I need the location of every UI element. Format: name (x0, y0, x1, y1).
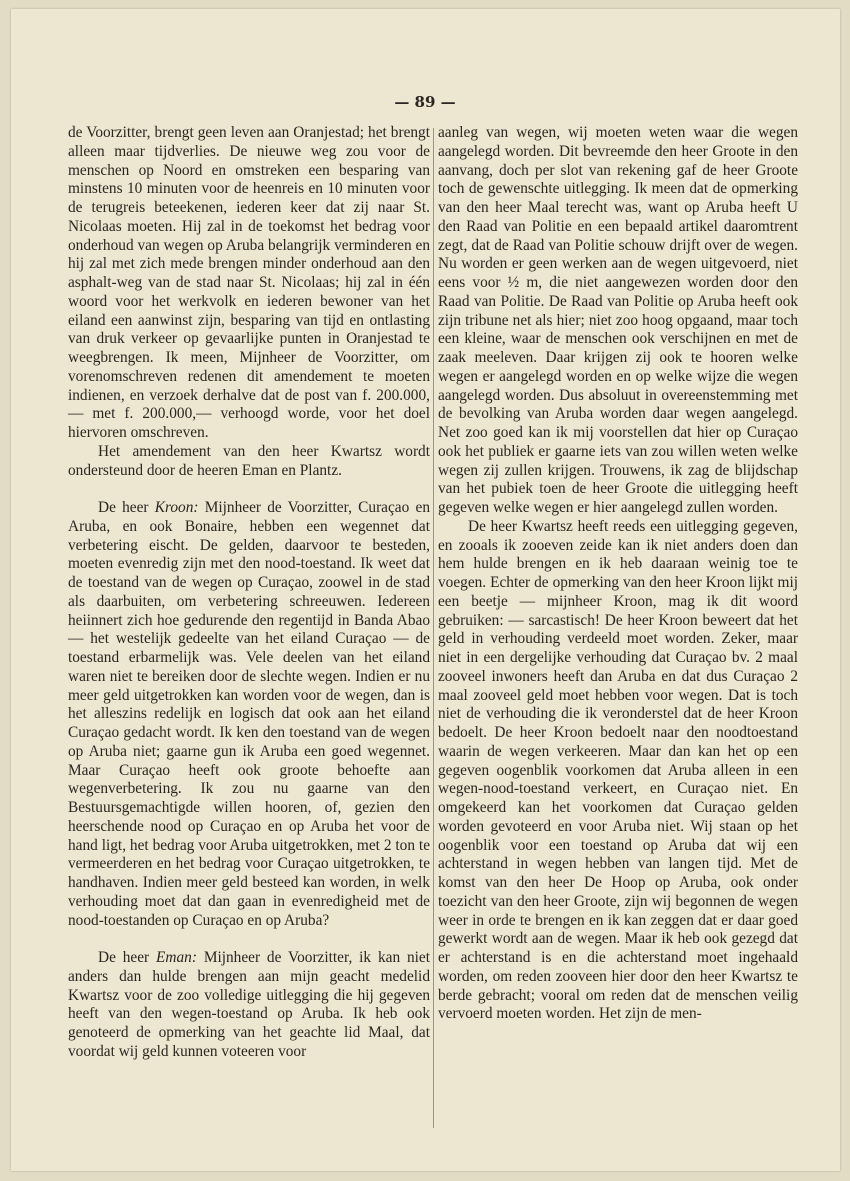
paragraph-kwartsz-amendment: de Voorzitter, brengt geen leven aan Oranjestad; het brengt alleen maar tijdverlies. De nieuwe weg zou voor de menschen op Noord en omstreken een besparing van minstens 10 minuten voor de heenreis en 10 minuten voor de terugreis beteekenen, iederen keer dat zij naar St. Nicolaas moeten. Hij zal in de toekomst het bedrag voor onderhoud van wegen op Aruba belangrijk verminderen en hij zal met zich mede brengen minder onderhoud aan den asphalt-weg van de stad naar St. Nicolaas; hij zal in één woord voor het werkvolk en iederen bewoner van het eiland een aanwinst zijn, besparing van tijd en ontlasting van druk verkeer op gevaarlijke punten in Oranjestad te weegbrengen. Ik meen, Mijnheer de Voorzitter, om vorenomschreven redenen dit amendement te moeten indienen, en verzoek derhalve dat de post van f. 200.000,— met f. 200.000,— verhoogd worde, voor het doel hiervoren omschreven. (68, 124, 430, 441)
paragraph-eman-speech (68, 949, 430, 1062)
page-number: — 89 — (394, 93, 456, 111)
speech-lead: De heer (98, 949, 157, 966)
speech-lead: De heer (98, 499, 155, 516)
paragraph-eman-kwartsz-reply: De heer Kwartsz heeft reeds een uitlegging gegeven, en zooals ik zooeven zeide kan ik niet anders doen dan hem hulde brengen en ik heb daaraan weinig toe te voegen. Echter de opmerking van den heer Kroon lijkt mij een beetje — mijnheer Kroon, mag ik dit woord gebruiken: — sarcastisch! De heer Kroon beweert dat het geld in verhouding verdeeld moet worden. Zeker, maar niet in een dergelijke verhouding dat Curaçao bv. 2 maal zooveel inwoners heeft dan Aruba en dat dus Curaçao 2 maal zooveel geld moet hebben voor wegen. Dat is toch niet de verhouding die ik veronderstel dat de heer Kroon bedoelt. De heer Kroon bedoelt naar den noodtoestand waarin de wegen verkeeren. Maar dan kan het op een gegeven oogenblik voorkomen dat Aruba alleen in een wegen-nood-toestand verkeert, en Curaçao niet. En omgekeerd kan het voorkomen dat Curaçao gelden worden gevoteerd en voor Aruba niet. Wij staan op het oogenblik voor een toestand op Aruba dat wij een achterstand in wegen hebben van langen tijd. Met de komst van den heer De Hoop op Aruba, ook onder toezicht van den heer Groote, zijn wij begonnen de wegen weer in orde te brengen en ik kan zeggen dat er daar goed gewerkt wordt aan de wegen. Maar ik heb ook gezegd dat er achterstand is en die achterstand moet ingehaald worden, om reden zooveen hier door den heer Kwartsz te berde gebracht; vooral om reden dat de menschen veilig vervoerd moeten worden. Het zijn de men- (438, 517, 798, 1023)
column-divider (433, 128, 434, 1128)
speaker-eman: Eman: (156, 949, 197, 966)
paragraph-kroon-speech (68, 499, 430, 930)
speech-text: Mijnheer de Voorzitter, ik kan niet anders dan hulde brengen aan mijn geacht medelid Kwartsz voor de zoo volledige uitlegging die hij gegeven heeft van den wegen-toestand op Aruba. Ik heb ook genoteerd de opmerking van het geachte lid Maal, dat voordat wij geld kunnen voteeren voor (68, 949, 430, 1060)
speech-text: Mijnheer de Voorzitter, Curaçao en Aruba, en ook Bonaire, hebben een wegennet dat verbetering eischt. De gelden, daarvoor te besteden, moeten evenredig zijn met den nood-toestand. Ik weet dat de toestand van de wegen op Curaçao, zoowel in de stad als daarbuiten, om verbetering schreeuwen. Iedereen heiinnert zich hoe gedurende den regentijd in Banda Abao — het westelijk gedeelte van het eiland Curaçao — de toestand erbarmelijk was. Vele deelen van het eiland waren niet te bereiken door de slechte wegen. Indien er nu meer geld uitgetrokken kan worden voor de wegen, dan is het alleszins redelijk en logisch dat ook aan het eiland Curaçao gedacht wordt. Ik ken den toestand van de wegen op Aruba niet; gaarne gun ik Aruba een goed wegennet. Maar Curaçao heeft ook groote behoefte aan wegenverbetering. Ik zou nu gaarne van den Bestuursgemachtigde willen hooren, of, gezien den heerschende nood op Curaçao en op Aruba het voor de hand ligt, het bedrag voor Aruba uitgetrokken, met 2 ton te vermeerderen en het bedrag voor Curaçao uitgetrokken, te handhaven. Indien meer geld besteed kan worden, in welk verhouding moet dat dan gaan in evenredigheid met de nood-toestanden op Curaçao en op Aruba? (68, 499, 430, 929)
paragraph-amendment-supported: Het amendement van den heer Kwartsz wordt ondersteund door de heeren Eman en Plantz. (68, 442, 430, 479)
paragraph-eman-continued: aanleg van wegen, wij moeten weten waar die wegen aangelegd worden. Dit bevreemde den heer Groote in den aanvang, doch per slot van rekening gaf de heer Groote toch de gewenschte uitlegging. Ik meen dat de opmerking van den heer Maal terecht was, want op Aruba heeft U den Raad van Politie en een bepaald artikel daaromtrent zegt, dat de Raad van Politie schouw drijft over de wegen. Nu worden er geen werken aan de wegen uitgevoerd, niet eens voor ½ m, die niet aangewezen worden door den Raad van Politie. De Raad van Politie op Aruba heeft ook zijn tribune net als hier; niet zoo hoog opgaand, maar toch een kleine, waar de menschen ook verschijnen en met de zaak meeleven. Daar krijgen zij ook te hooren welke wegen er aangelegd worden en op welke wijze die wegen aangelegd worden. Dus absoluut in overeenstemming met de bevolking van Aruba worden daar wegen aangelegd. Net zoo goed kan ik mij voorstellen dat hier op Curaçao ook het publiek er gaarne iets van zou willen weten welke wegen zij zullen krijgen. Trouwens, ik zag de blijdschap van het pubiek toen de heer Groote die uitlegging heeft gegeven welke wegen er hier aangelegd zullen worden. (438, 124, 798, 516)
left-column (68, 124, 430, 1062)
speaker-kroon: Kroon: (154, 499, 199, 516)
right-column (438, 124, 798, 1024)
